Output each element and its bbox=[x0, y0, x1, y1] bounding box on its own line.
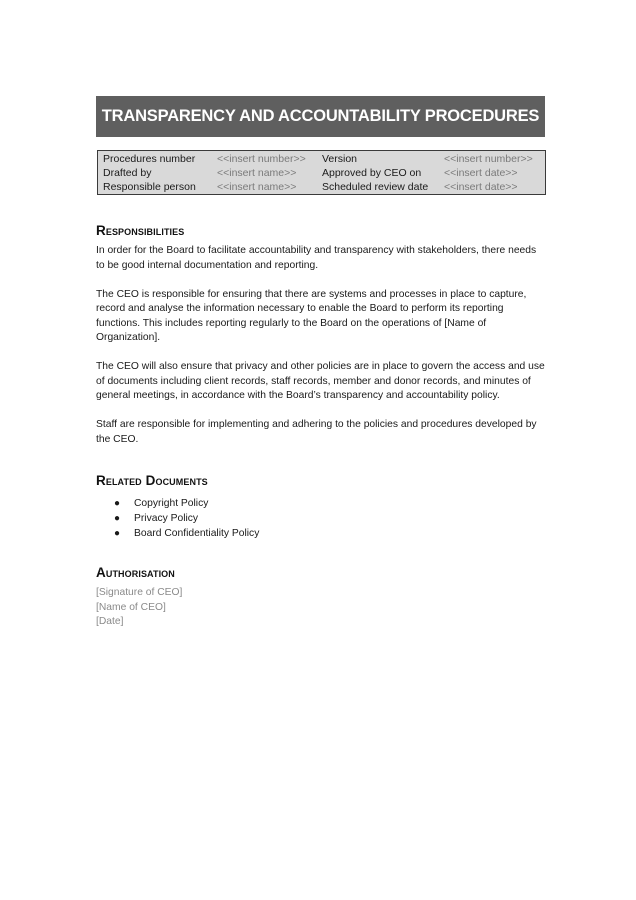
label-approved-by-ceo-on: Approved by CEO on bbox=[322, 167, 422, 179]
label-procedures-number: Procedures number bbox=[103, 153, 196, 165]
responsibilities-paragraph: In order for the Board to facilitate accountability and transparency with stakeholders, there needs to be good internal documentation and reporting. bbox=[96, 245, 537, 271]
authorisation-heading: Authorisation bbox=[96, 565, 175, 580]
bullet-icon: ● bbox=[114, 513, 121, 524]
bullet-icon: ● bbox=[114, 528, 121, 539]
list-item-label: Copyright Policy bbox=[134, 498, 209, 509]
responsibilities-heading: Responsibilities bbox=[96, 223, 185, 238]
responsibilities-paragraph: The CEO is responsible for ensuring that there are systems and processes in place to capture, record and analyse the information necessary to enable the Board to perform its reporting functions. This includes reporting regularly to the Board on the operations of [Name of Organization]. bbox=[96, 288, 527, 343]
responsibilities-paragraph: The CEO will also ensure that privacy and other policies are in place to govern the access and use of documents including client records, staff records, member and donor records, and minutes of general meetings, in accordance with the Board’s transparency and accountability policy. bbox=[96, 361, 545, 401]
document-page bbox=[96, 96, 545, 630]
value-drafted-by: <<insert name>> bbox=[217, 167, 297, 179]
bullet-icon: ● bbox=[114, 498, 121, 509]
procedure-metadata-table bbox=[97, 150, 546, 195]
list-item bbox=[114, 511, 545, 526]
value-version: <<insert number>> bbox=[444, 153, 533, 165]
list-item bbox=[114, 526, 545, 541]
label-drafted-by: Drafted by bbox=[103, 167, 152, 179]
responsibilities-paragraph: Staff are responsible for implementing and adhering to the policies and procedures developed by the CEO. bbox=[96, 419, 537, 445]
value-scheduled-review-date: <<insert date>> bbox=[444, 181, 518, 193]
value-approved-by-ceo-on: <<insert date>> bbox=[444, 167, 518, 179]
related-documents-heading: Related Documents bbox=[96, 473, 208, 488]
label-version: Version bbox=[322, 153, 358, 165]
list-item-label: Board Confidentiality Policy bbox=[134, 528, 260, 539]
list-item-label: Privacy Policy bbox=[134, 513, 199, 524]
date-placeholder: [Date] bbox=[96, 616, 124, 627]
document-title: TRANSPARENCY AND ACCOUNTABILITY PROCEDURES bbox=[96, 96, 545, 137]
table-row bbox=[98, 151, 546, 167]
value-procedures-number: <<insert number>> bbox=[217, 153, 306, 165]
authorisation-block bbox=[96, 586, 545, 630]
table-row bbox=[98, 166, 546, 180]
label-scheduled-review-date: Scheduled review date bbox=[322, 181, 429, 193]
signature-placeholder: [Signature of CEO] bbox=[96, 587, 183, 598]
table-row bbox=[98, 180, 546, 195]
label-responsible-person: Responsible person bbox=[103, 181, 196, 193]
related-documents-list bbox=[96, 496, 545, 541]
name-placeholder: [Name of CEO] bbox=[96, 601, 166, 613]
value-responsible-person: <<insert name>> bbox=[217, 181, 297, 193]
list-item bbox=[114, 496, 545, 511]
